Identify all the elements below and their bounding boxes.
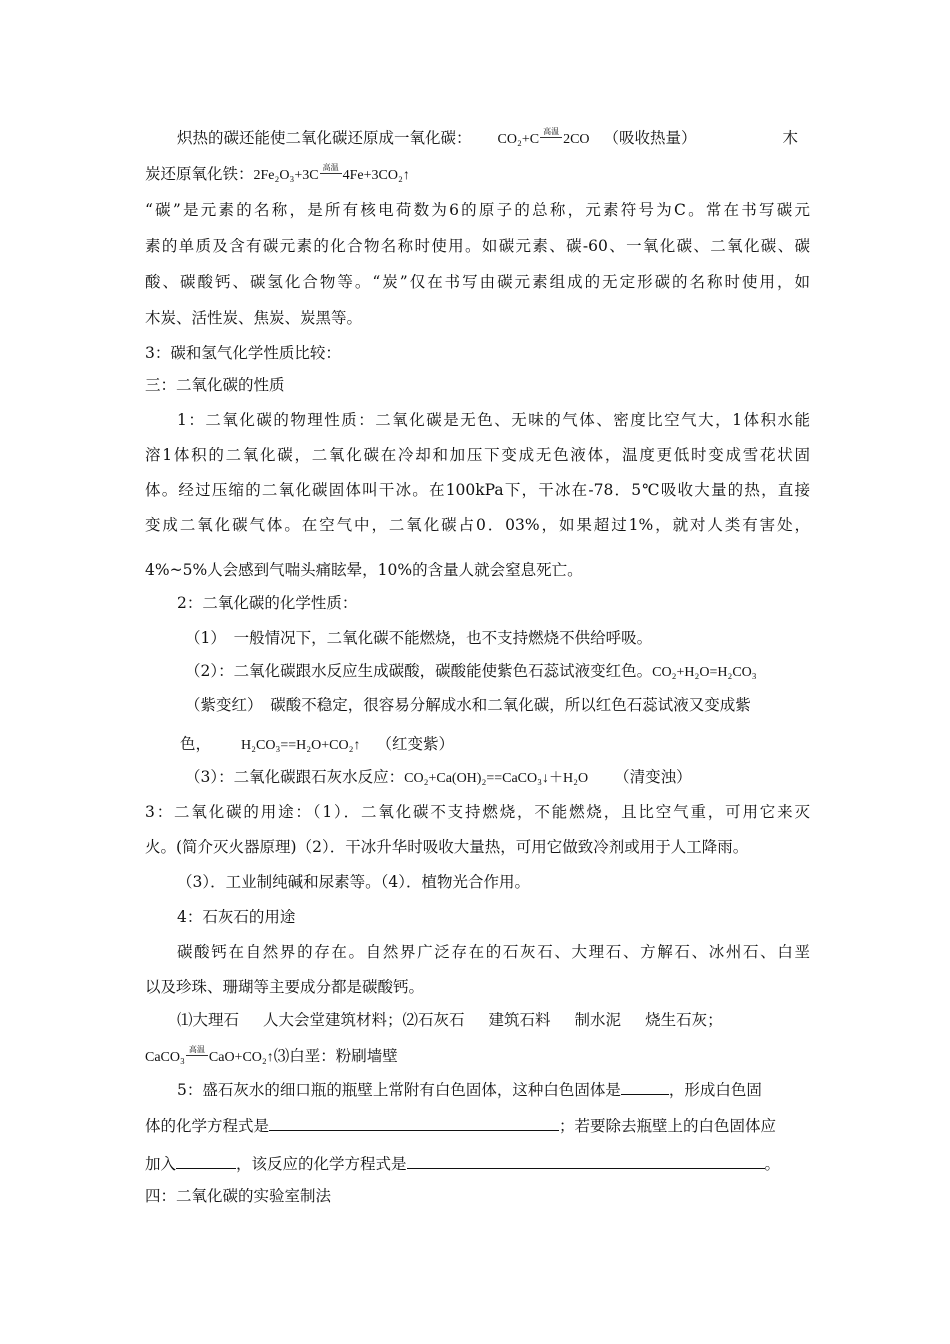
reaction-condition: [319, 163, 343, 186]
paragraph-line: 碳酸钙在自然界的存在。自然界广泛存在的石灰石、大理石、方解石、冰州石、白垩: [177, 943, 810, 961]
paragraph-line: [185, 767, 810, 789]
paragraph-line: 木炭、活性炭、焦炭、炭黑等。: [145, 309, 363, 327]
text-segment: 炽热的碳还能使二氧化碳还原成一氧化碳：: [177, 129, 472, 147]
condition-label: 高温: [540, 128, 562, 138]
condition-label: 高温: [186, 1046, 208, 1056]
section-heading: 3：碳和氢气化学性质比较：: [145, 344, 341, 362]
subsection-heading: 2：二氧化碳的化学性质：: [177, 594, 358, 612]
text-segment: ，形成白色固: [668, 1081, 762, 1099]
paragraph-line: [145, 164, 810, 186]
chemical-equation: CaCO₃: [145, 1050, 185, 1065]
paragraph-line: 酸、碳酸钙、碳氢化合物等。“炭”仅在书写由碳元素组成的无定形碳的名称时使用，如: [145, 273, 810, 291]
text-segment: 色，: [180, 735, 212, 753]
subsection-heading: 4：石灰石的用途: [177, 908, 296, 926]
text-segment: ；若要除去瓶壁上的白色固体应: [559, 1117, 777, 1135]
chemical-equation: CO₂+Ca(OH)₂==CaCO₃↓＋H₂O: [404, 771, 589, 786]
text-segment: 人大会堂建筑材料；⑵石灰石: [263, 1011, 465, 1029]
paragraph-line: 体。经过压缩的二氧化碳固体叫干冰。在100kPa下，干冰在-78．5℃吸收大量的热，直接: [145, 481, 810, 499]
paragraph-line: 火。(简介灭火器原理)（2）．干冰升华时吸收大量热，可用它做致冷剂或用于人工降雨。: [145, 838, 749, 856]
chemical-equation: CaO+CO₂↑: [208, 1050, 274, 1065]
paragraph-line: 以及珍珠、珊瑚等主要成分都是碳酸钙。: [145, 978, 425, 996]
text-segment: 烧生石灰；: [645, 1011, 723, 1029]
chemical-equation: H₂CO₃==H₂O+CO₂↑: [241, 738, 361, 753]
text-segment: 加入: [145, 1155, 177, 1173]
paragraph-line: [145, 1046, 810, 1068]
text-segment: ，该反应的化学方程式是: [236, 1155, 407, 1173]
paragraph-line: 变成二氧化碳气体。在空气中，二氧化碳占0．03%，如果超过1%，就对人类有害处，: [145, 516, 810, 534]
paragraph-line: 4%~5%人会感到气喘头痛眩晕，10%的含量人就会窒息死亡。: [145, 561, 583, 579]
chemical-equation: 2CO: [563, 132, 590, 147]
paragraph-line: （紫变红） 碳酸不稳定，很容易分解成水和二氧化碳，所以红色石蕊试液又变成紫: [185, 696, 751, 714]
paragraph-line: （3）．工业制纯碱和尿素等。（4）．植物光合作用。: [177, 873, 530, 891]
paragraph-line: [177, 1010, 810, 1030]
chemical-equation: 4Fe+3CO₂↑: [342, 168, 410, 183]
paragraph-line: 3：二氧化碳的用途：（1）．二氧化碳不支持燃烧，不能燃烧，且比空气重，可用它来灭: [145, 803, 810, 821]
text-segment: ⑴大理石: [177, 1011, 240, 1029]
answer-blank[interactable]: [407, 1154, 765, 1169]
text-segment: （清变浊）: [614, 768, 692, 786]
paragraph-line: [177, 1080, 810, 1100]
text-segment: 制水泥: [574, 1011, 622, 1029]
text-segment: ⑶白垩：粉刷墙壁: [273, 1047, 398, 1065]
paragraph-line: 素的单质及含有碳元素的化合物名称时使用。如碳元素、碳-60、一氧化碳、二氧化碳、碳: [145, 237, 810, 255]
text-segment: 建筑石料: [488, 1011, 551, 1029]
answer-blank[interactable]: [269, 1116, 559, 1131]
section-heading: 三：二氧化碳的性质: [145, 376, 285, 394]
text-segment: （2）：二氧化碳跟水反应生成碳酸，碳酸能使紫色石蕊试液变红色。: [185, 662, 653, 680]
text-segment: （3）：二氧化碳跟石灰水反应：: [185, 768, 405, 786]
paragraph-line: [180, 734, 810, 756]
paragraph-line: “碳”是元素的名称，是所有核电荷数为6的原子的总称，元素符号为C。常在书写碳元: [145, 201, 810, 219]
text-segment: 。: [764, 1155, 781, 1173]
text-segment: （吸收热量）: [603, 129, 697, 147]
text-segment: 体的化学方程式是: [145, 1117, 270, 1135]
answer-blank[interactable]: [621, 1080, 669, 1095]
paragraph-line: 1：二氧化碳的物理性质：二氧化碳是无色、无味的气体、密度比空气大，1体积水能: [177, 411, 810, 429]
section-heading: 四：二氧化碳的实验室制法: [145, 1187, 332, 1205]
answer-blank[interactable]: [176, 1154, 236, 1169]
paragraph-line: [145, 1116, 810, 1136]
reaction-condition: [185, 1045, 209, 1068]
paragraph-line: [145, 1154, 810, 1174]
condition-label: 高温: [320, 164, 342, 174]
paragraph-line: [177, 128, 810, 150]
text-segment: 木: [782, 129, 798, 147]
chemical-equation: 2Fe₂O₃+3C: [253, 168, 319, 183]
reaction-condition: [539, 127, 563, 150]
paragraph-line: （1） 一般情况下，二氧化碳不能燃烧，也不支持燃烧不供给呼吸。: [185, 629, 653, 647]
paragraph-line: 溶1体积的二氧化碳，二氧化碳在冷却和加压下变成无色液体，温度更低时变成雪花状固: [145, 446, 810, 464]
chemical-equation: CO₂+H₂O=H₂CO₃: [652, 665, 757, 680]
text-segment: 5：盛石灰水的细口瓶的瓶壁上常附有白色固体，这种白色固体是: [177, 1081, 621, 1099]
chemical-equation: CO₂+C: [497, 132, 540, 147]
text-segment: 炭还原氧化铁：: [145, 165, 254, 183]
text-segment: （红变紫）: [376, 735, 454, 753]
paragraph-line: [185, 661, 810, 683]
